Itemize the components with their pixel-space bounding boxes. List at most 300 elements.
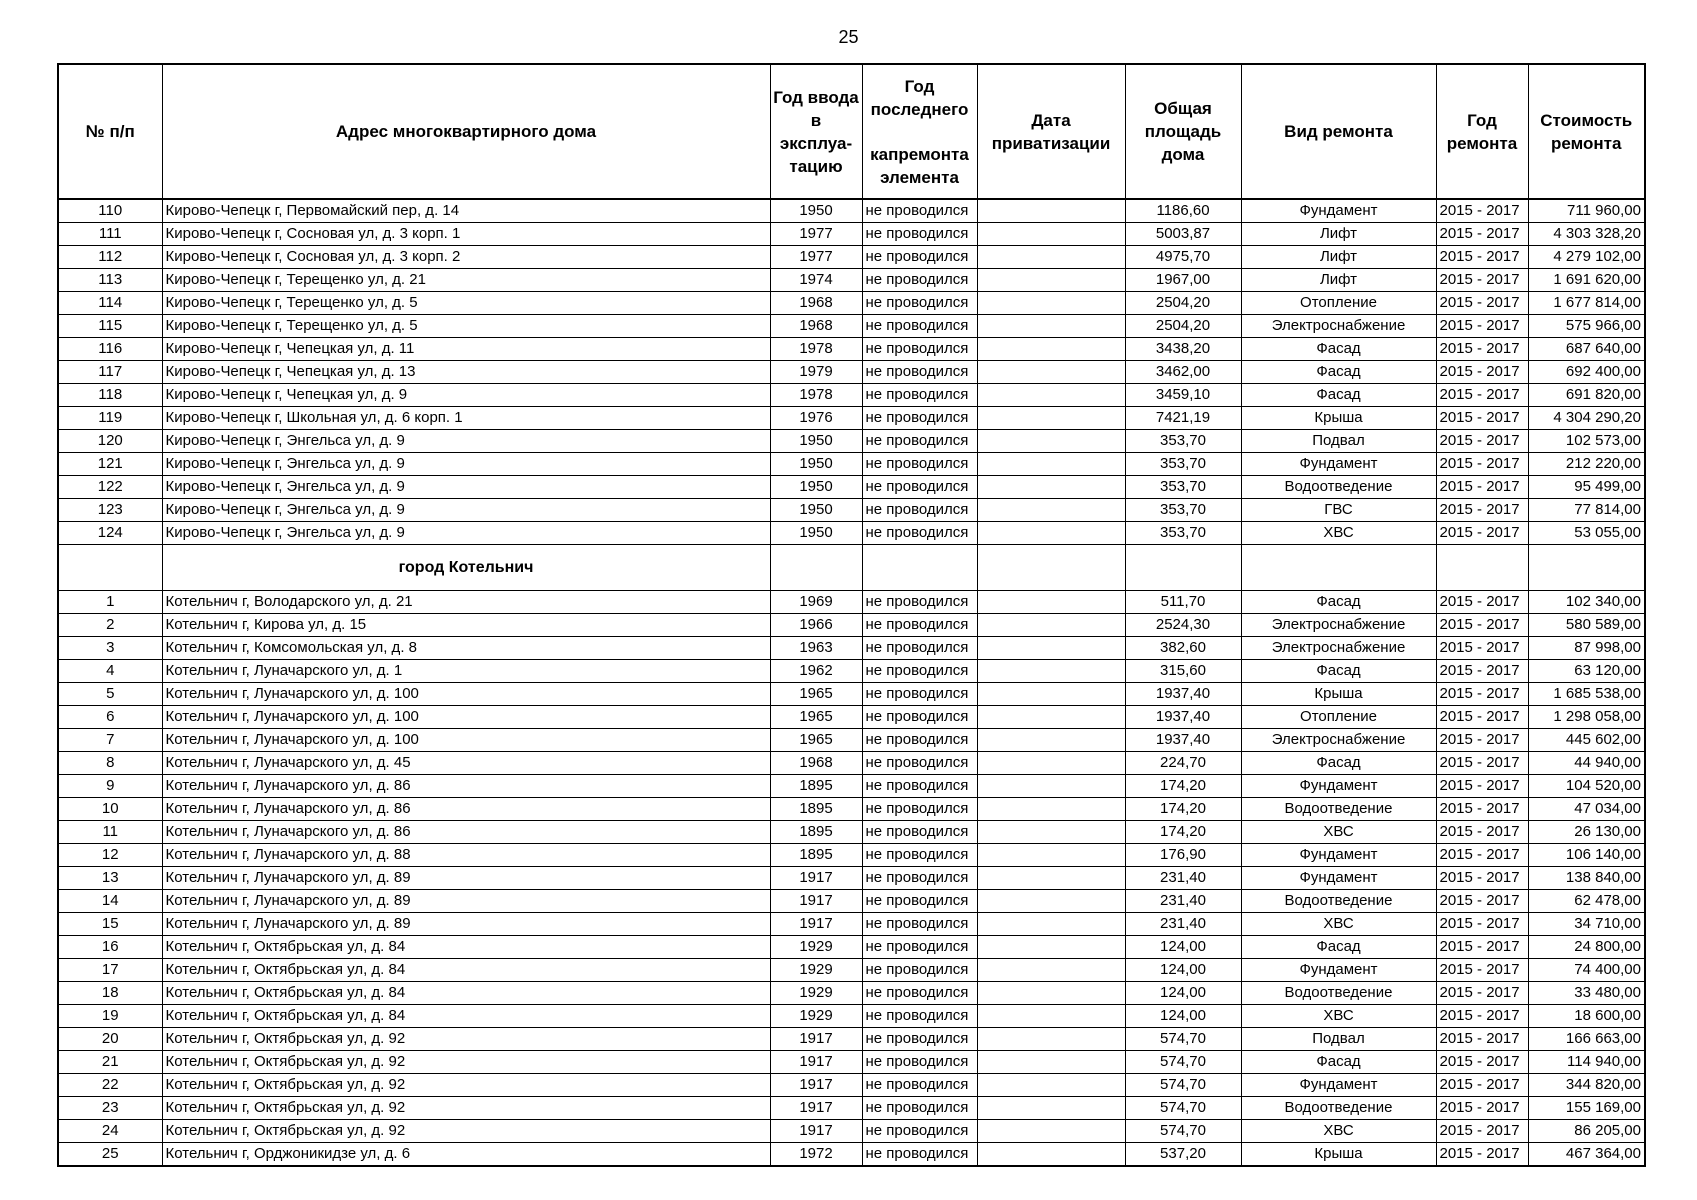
section-title: город Котельнич (162, 545, 770, 591)
column-header-area: Общая площадь дома (1125, 64, 1241, 199)
cell-area: 176,90 (1125, 844, 1241, 867)
cell-address: Кирово-Чепецк г, Энгельса ул, д. 9 (162, 476, 770, 499)
cell-address: Котельнич г, Октябрьская ул, д. 92 (162, 1028, 770, 1051)
table-row (58, 775, 1645, 798)
cell-repair-year: 2015 - 2017 (1436, 430, 1528, 453)
cell-row-num: 114 (58, 292, 162, 315)
cell-row-num: 13 (58, 867, 162, 890)
cell-row-num: 24 (58, 1120, 162, 1143)
cell-area: 124,00 (1125, 936, 1241, 959)
cell-cost: 166 663,00 (1528, 1028, 1645, 1051)
cell-repair-type: Отопление (1241, 292, 1436, 315)
cell-privatization (977, 453, 1125, 476)
cell-repair-type: Водоотведение (1241, 1097, 1436, 1120)
cell-area: 353,70 (1125, 522, 1241, 545)
table-row (58, 1074, 1645, 1097)
cell-repair-type: Фундамент (1241, 453, 1436, 476)
cell-privatization (977, 913, 1125, 936)
cell-last-repair: не проводился (862, 453, 977, 476)
cell-area: 353,70 (1125, 499, 1241, 522)
cell-repair-year: 2015 - 2017 (1436, 660, 1528, 683)
cell-cost: 62 478,00 (1528, 890, 1645, 913)
cell-area: 537,20 (1125, 1143, 1241, 1167)
cell-repair-type: Фундамент (1241, 844, 1436, 867)
cell-repair-type: ХВС (1241, 522, 1436, 545)
cell-year-built: 1968 (770, 752, 862, 775)
table-row (58, 522, 1645, 545)
cell-area: 174,20 (1125, 821, 1241, 844)
cell-row-num: 116 (58, 338, 162, 361)
cell-last-repair: не проводился (862, 1005, 977, 1028)
cell-repair-year: 2015 - 2017 (1436, 959, 1528, 982)
table-row (58, 1120, 1645, 1143)
cell-repair-year: 2015 - 2017 (1436, 1028, 1528, 1051)
cell-repair-type: Крыша (1241, 1143, 1436, 1167)
cell-cost: 24 800,00 (1528, 936, 1645, 959)
cell-repair-year: 2015 - 2017 (1436, 1097, 1528, 1120)
cell-address: Котельнич г, Кирова ул, д. 15 (162, 614, 770, 637)
cell-last-repair: не проводился (862, 199, 977, 223)
cell-cost: 4 304 290,20 (1528, 407, 1645, 430)
cell-last-repair: не проводился (862, 292, 977, 315)
cell-address: Котельнич г, Луначарского ул, д. 45 (162, 752, 770, 775)
cell-year-built: 1965 (770, 683, 862, 706)
cell-repair-type: Электроснабжение (1241, 614, 1436, 637)
cell-cost: 102 340,00 (1528, 591, 1645, 614)
cell-last-repair: не проводился (862, 706, 977, 729)
cell-cost: 580 589,00 (1528, 614, 1645, 637)
cell-last-repair: не проводился (862, 959, 977, 982)
cell-repair-type: ХВС (1241, 1120, 1436, 1143)
table-row (58, 637, 1645, 660)
cell-cost: 63 120,00 (1528, 660, 1645, 683)
cell-repair-year: 2015 - 2017 (1436, 683, 1528, 706)
cell-privatization (977, 407, 1125, 430)
cell-year-built: 1929 (770, 936, 862, 959)
cell-privatization (977, 614, 1125, 637)
cell-repair-year: 2015 - 2017 (1436, 223, 1528, 246)
cell-last-repair: не проводился (862, 1028, 977, 1051)
cell-year-built: 1917 (770, 1051, 862, 1074)
cell-repair-type: Фундамент (1241, 867, 1436, 890)
cell-last-repair: не проводился (862, 407, 977, 430)
cell-address: Кирово-Чепецк г, Школьная ул, д. 6 корп. 1 (162, 407, 770, 430)
table-row (58, 1028, 1645, 1051)
cell-repair-year: 2015 - 2017 (1436, 1143, 1528, 1167)
table-row (58, 1097, 1645, 1120)
cell-area: 3462,00 (1125, 361, 1241, 384)
cell-privatization (977, 430, 1125, 453)
table-row (58, 890, 1645, 913)
cell-repair-type: Подвал (1241, 1028, 1436, 1051)
cell-repair-type: Электроснабжение (1241, 729, 1436, 752)
cell-address: Котельнич г, Октябрьская ул, д. 84 (162, 1005, 770, 1028)
cell-last-repair: не проводился (862, 246, 977, 269)
cell-repair-type: Лифт (1241, 223, 1436, 246)
cell-last-repair: не проводился (862, 775, 977, 798)
cell-repair-type: Фасад (1241, 752, 1436, 775)
cell-area: 511,70 (1125, 591, 1241, 614)
cell-address: Котельнич г, Володарского ул, д. 21 (162, 591, 770, 614)
table-row (58, 499, 1645, 522)
cell-cost: 74 400,00 (1528, 959, 1645, 982)
cell-privatization (977, 338, 1125, 361)
cell-address: Котельнич г, Октябрьская ул, д. 92 (162, 1097, 770, 1120)
cell-year-built: 1950 (770, 430, 862, 453)
cell-privatization (977, 936, 1125, 959)
cell-repair-type: Электроснабжение (1241, 315, 1436, 338)
cell-last-repair: не проводился (862, 269, 977, 292)
table-row (58, 269, 1645, 292)
cell-last-repair: не проводился (862, 591, 977, 614)
cell-row-num: 112 (58, 246, 162, 269)
cell-address: Кирово-Чепецк г, Терещенко ул, д. 5 (162, 315, 770, 338)
cell-year-built: 1895 (770, 798, 862, 821)
cell-address: Котельнич г, Луначарского ул, д. 89 (162, 890, 770, 913)
cell-repair-year: 2015 - 2017 (1436, 752, 1528, 775)
cell-last-repair: не проводился (862, 821, 977, 844)
cell-row-num: 110 (58, 199, 162, 223)
cell-repair-year: 2015 - 2017 (1436, 591, 1528, 614)
cell-repair-type: Водоотведение (1241, 890, 1436, 913)
cell-cost: 104 520,00 (1528, 775, 1645, 798)
cell-year-built: 1929 (770, 959, 862, 982)
cell-cost: 77 814,00 (1528, 499, 1645, 522)
cell-address: Кирово-Чепецк г, Чепецкая ул, д. 13 (162, 361, 770, 384)
cell-cost: 467 364,00 (1528, 1143, 1645, 1167)
cell-year-built: 1950 (770, 499, 862, 522)
cell-cost: 44 940,00 (1528, 752, 1645, 775)
cell-row-num: 17 (58, 959, 162, 982)
cell-repair-type: Лифт (1241, 246, 1436, 269)
cell-repair-type: Отопление (1241, 706, 1436, 729)
table-body-kotelnich (58, 591, 1645, 1167)
cell-area: 4975,70 (1125, 246, 1241, 269)
cell-row-num: 10 (58, 798, 162, 821)
cell-row-num: 2 (58, 614, 162, 637)
cell-cost: 18 600,00 (1528, 1005, 1645, 1028)
cell-repair-year: 2015 - 2017 (1436, 199, 1528, 223)
cell-cost: 1 685 538,00 (1528, 683, 1645, 706)
cell-area: 124,00 (1125, 959, 1241, 982)
cell-privatization (977, 729, 1125, 752)
table-row (58, 660, 1645, 683)
cell-privatization (977, 1051, 1125, 1074)
cell-year-built: 1976 (770, 407, 862, 430)
cell-address: Кирово-Чепецк г, Чепецкая ул, д. 9 (162, 384, 770, 407)
cell-row-num: 23 (58, 1097, 162, 1120)
cell-repair-year: 2015 - 2017 (1436, 913, 1528, 936)
cell-area: 574,70 (1125, 1074, 1241, 1097)
cell-privatization (977, 476, 1125, 499)
cell-year-built: 1978 (770, 384, 862, 407)
cell-repair-year: 2015 - 2017 (1436, 867, 1528, 890)
cell-privatization (977, 591, 1125, 614)
cell-repair-year: 2015 - 2017 (1436, 982, 1528, 1005)
section-row (58, 545, 1645, 591)
cell-address: Котельнич г, Октябрьская ул, д. 92 (162, 1120, 770, 1143)
cell-last-repair: не проводился (862, 867, 977, 890)
cell-area: 124,00 (1125, 982, 1241, 1005)
cell-year-built: 1929 (770, 982, 862, 1005)
cell-address: Котельнич г, Луначарского ул, д. 88 (162, 844, 770, 867)
cell-repair-year: 2015 - 2017 (1436, 361, 1528, 384)
cell-address: Котельнич г, Луначарского ул, д. 86 (162, 775, 770, 798)
table-row (58, 430, 1645, 453)
cell-last-repair: не проводился (862, 1143, 977, 1167)
cell-area: 224,70 (1125, 752, 1241, 775)
cell-year-built: 1917 (770, 1120, 862, 1143)
cell-cost: 4 279 102,00 (1528, 246, 1645, 269)
cell-privatization (977, 959, 1125, 982)
cell-privatization (977, 821, 1125, 844)
cell-address: Котельнич г, Октябрьская ул, д. 92 (162, 1074, 770, 1097)
cell-repair-year: 2015 - 2017 (1436, 384, 1528, 407)
cell-repair-type: ХВС (1241, 821, 1436, 844)
cell-area: 5003,87 (1125, 223, 1241, 246)
page-number: 25 (838, 27, 859, 47)
cell-repair-type: Фасад (1241, 936, 1436, 959)
cell-privatization (977, 982, 1125, 1005)
cell-year-built: 1895 (770, 844, 862, 867)
cell-repair-type: Крыша (1241, 407, 1436, 430)
table-row (58, 315, 1645, 338)
table-row (58, 614, 1645, 637)
table-header-row (58, 64, 1645, 199)
cell-repair-type: Подвал (1241, 430, 1436, 453)
cell-last-repair: не проводился (862, 430, 977, 453)
cell-repair-year: 2015 - 2017 (1436, 1120, 1528, 1143)
column-header-year-built: Год ввода в эксплуа-тацию (770, 64, 862, 199)
cell-privatization (977, 660, 1125, 683)
cell-row-num: 7 (58, 729, 162, 752)
cell-area: 7421,19 (1125, 407, 1241, 430)
table-row (58, 223, 1645, 246)
cell-cost: 87 998,00 (1528, 637, 1645, 660)
cell-year-built: 1969 (770, 591, 862, 614)
cell-last-repair: не проводился (862, 913, 977, 936)
cell-last-repair: не проводился (862, 683, 977, 706)
cell-row-num: 9 (58, 775, 162, 798)
cell-repair-type: Фасад (1241, 660, 1436, 683)
cell-last-repair: не проводился (862, 1051, 977, 1074)
cell-last-repair: не проводился (862, 936, 977, 959)
cell-repair-year: 2015 - 2017 (1436, 522, 1528, 545)
cell-last-repair: не проводился (862, 522, 977, 545)
cell-last-repair: не проводился (862, 315, 977, 338)
cell-last-repair: не проводился (862, 384, 977, 407)
cell-privatization (977, 752, 1125, 775)
cell-address: Котельнич г, Луначарского ул, д. 100 (162, 706, 770, 729)
cell-area: 1186,60 (1125, 199, 1241, 223)
cell-repair-year: 2015 - 2017 (1436, 775, 1528, 798)
column-header-address: Адрес многоквартирного дома (162, 64, 770, 199)
cell-row-num: 16 (58, 936, 162, 959)
cell-year-built: 1972 (770, 1143, 862, 1167)
cell-area: 353,70 (1125, 476, 1241, 499)
cell-year-built: 1917 (770, 913, 862, 936)
cell-address: Котельнич г, Луначарского ул, д. 89 (162, 867, 770, 890)
cell-cost: 114 940,00 (1528, 1051, 1645, 1074)
cell-area: 1967,00 (1125, 269, 1241, 292)
cell-row-num: 120 (58, 430, 162, 453)
cell-cost: 34 710,00 (1528, 913, 1645, 936)
cell-area: 353,70 (1125, 453, 1241, 476)
table-row (58, 683, 1645, 706)
table-row (58, 199, 1645, 223)
cell-privatization (977, 223, 1125, 246)
cell-address: Котельнич г, Луначарского ул, д. 86 (162, 798, 770, 821)
cell-row-num: 25 (58, 1143, 162, 1167)
cell-row-num: 111 (58, 223, 162, 246)
cell-cost: 102 573,00 (1528, 430, 1645, 453)
table-row (58, 246, 1645, 269)
cell-cost: 1 691 620,00 (1528, 269, 1645, 292)
cell-repair-type: Водоотведение (1241, 476, 1436, 499)
cell-row-num: 124 (58, 522, 162, 545)
column-header-num: № п/п (58, 64, 162, 199)
cell-last-repair: не проводился (862, 844, 977, 867)
cell-year-built: 1978 (770, 338, 862, 361)
column-header-cost: Стоимость ремонта (1528, 64, 1645, 199)
table-row (58, 476, 1645, 499)
cell-repair-type: Лифт (1241, 269, 1436, 292)
cell-cost: 212 220,00 (1528, 453, 1645, 476)
cell-year-built: 1950 (770, 199, 862, 223)
cell-area: 1937,40 (1125, 683, 1241, 706)
cell-area: 2504,20 (1125, 292, 1241, 315)
cell-last-repair: не проводился (862, 1097, 977, 1120)
cell-row-num: 15 (58, 913, 162, 936)
cell-repair-type: Фасад (1241, 361, 1436, 384)
cell-area: 3459,10 (1125, 384, 1241, 407)
cell-last-repair: не проводился (862, 890, 977, 913)
cell-row-num: 117 (58, 361, 162, 384)
cell-area: 315,60 (1125, 660, 1241, 683)
cell-repair-year: 2015 - 2017 (1436, 453, 1528, 476)
cell-year-built: 1895 (770, 821, 862, 844)
cell-year-built: 1929 (770, 1005, 862, 1028)
cell-year-built: 1968 (770, 315, 862, 338)
cell-cost: 33 480,00 (1528, 982, 1645, 1005)
cell-repair-type: Фундамент (1241, 199, 1436, 223)
cell-row-num: 123 (58, 499, 162, 522)
cell-year-built: 1950 (770, 476, 862, 499)
cell-last-repair: не проводился (862, 499, 977, 522)
cell-last-repair: не проводился (862, 660, 977, 683)
cell-address: Котельнич г, Комсомольская ул, д. 8 (162, 637, 770, 660)
cell-cost: 86 205,00 (1528, 1120, 1645, 1143)
cell-last-repair: не проводился (862, 361, 977, 384)
cell-row-num: 115 (58, 315, 162, 338)
cell-year-built: 1962 (770, 660, 862, 683)
cell-privatization (977, 706, 1125, 729)
cell-privatization (977, 384, 1125, 407)
cell-area: 1937,40 (1125, 706, 1241, 729)
table-body-kirovo-chepetsk (58, 199, 1645, 545)
cell-repair-type: Крыша (1241, 683, 1436, 706)
cell-repair-year: 2015 - 2017 (1436, 292, 1528, 315)
cell-area: 574,70 (1125, 1028, 1241, 1051)
cell-area: 3438,20 (1125, 338, 1241, 361)
cell-last-repair: не проводился (862, 1074, 977, 1097)
cell-repair-year: 2015 - 2017 (1436, 1074, 1528, 1097)
cell-year-built: 1974 (770, 269, 862, 292)
column-header-privatization: Дата приватизации (977, 64, 1125, 199)
cell-privatization (977, 199, 1125, 223)
cell-repair-year: 2015 - 2017 (1436, 499, 1528, 522)
cell-area: 382,60 (1125, 637, 1241, 660)
cell-year-built: 1895 (770, 775, 862, 798)
cell-repair-year: 2015 - 2017 (1436, 315, 1528, 338)
column-header-repair-type: Вид ремонта (1241, 64, 1436, 199)
cell-repair-year: 2015 - 2017 (1436, 338, 1528, 361)
cell-address: Котельнич г, Октябрьская ул, д. 92 (162, 1051, 770, 1074)
cell-repair-year: 2015 - 2017 (1436, 1005, 1528, 1028)
cell-cost: 155 169,00 (1528, 1097, 1645, 1120)
cell-cost: 1 298 058,00 (1528, 706, 1645, 729)
cell-privatization (977, 522, 1125, 545)
cell-last-repair: не проводился (862, 752, 977, 775)
cell-year-built: 1963 (770, 637, 862, 660)
cell-row-num: 14 (58, 890, 162, 913)
cell-area: 353,70 (1125, 430, 1241, 453)
cell-cost: 687 640,00 (1528, 338, 1645, 361)
cell-privatization (977, 1143, 1125, 1167)
cell-privatization (977, 683, 1125, 706)
cell-cost: 445 602,00 (1528, 729, 1645, 752)
cell-repair-year: 2015 - 2017 (1436, 1051, 1528, 1074)
cell-cost: 692 400,00 (1528, 361, 1645, 384)
cell-repair-year: 2015 - 2017 (1436, 706, 1528, 729)
cell-repair-type: Фасад (1241, 591, 1436, 614)
table-row (58, 292, 1645, 315)
cell-address: Котельнич г, Луначарского ул, д. 89 (162, 913, 770, 936)
table-row (58, 591, 1645, 614)
cell-repair-year: 2015 - 2017 (1436, 246, 1528, 269)
table-row (58, 453, 1645, 476)
cell-year-built: 1950 (770, 453, 862, 476)
cell-row-num: 5 (58, 683, 162, 706)
cell-address: Кирово-Чепецк г, Первомайский пер, д. 14 (162, 199, 770, 223)
table-row (58, 982, 1645, 1005)
cell-cost: 711 960,00 (1528, 199, 1645, 223)
table-row (58, 706, 1645, 729)
table-row (58, 936, 1645, 959)
cell-row-num: 122 (58, 476, 162, 499)
cell-row-num: 22 (58, 1074, 162, 1097)
table-row (58, 752, 1645, 775)
cell-cost: 47 034,00 (1528, 798, 1645, 821)
cell-repair-year: 2015 - 2017 (1436, 637, 1528, 660)
cell-address: Котельнич г, Октябрьская ул, д. 84 (162, 936, 770, 959)
cell-address: Котельнич г, Луначарского ул, д. 100 (162, 729, 770, 752)
section-row-group (58, 545, 1645, 591)
cell-row-num: 4 (58, 660, 162, 683)
table-row (58, 821, 1645, 844)
column-header-last-repair-line2: капремонта элемента (870, 144, 969, 187)
cell-repair-type: ХВС (1241, 913, 1436, 936)
cell-address: Кирово-Чепецк г, Терещенко ул, д. 21 (162, 269, 770, 292)
table-row (58, 867, 1645, 890)
cell-address: Кирово-Чепецк г, Терещенко ул, д. 5 (162, 292, 770, 315)
cell-repair-type: ГВС (1241, 499, 1436, 522)
table-row (58, 1051, 1645, 1074)
cell-row-num: 3 (58, 637, 162, 660)
cell-row-num: 12 (58, 844, 162, 867)
cell-privatization (977, 361, 1125, 384)
cell-row-num: 11 (58, 821, 162, 844)
